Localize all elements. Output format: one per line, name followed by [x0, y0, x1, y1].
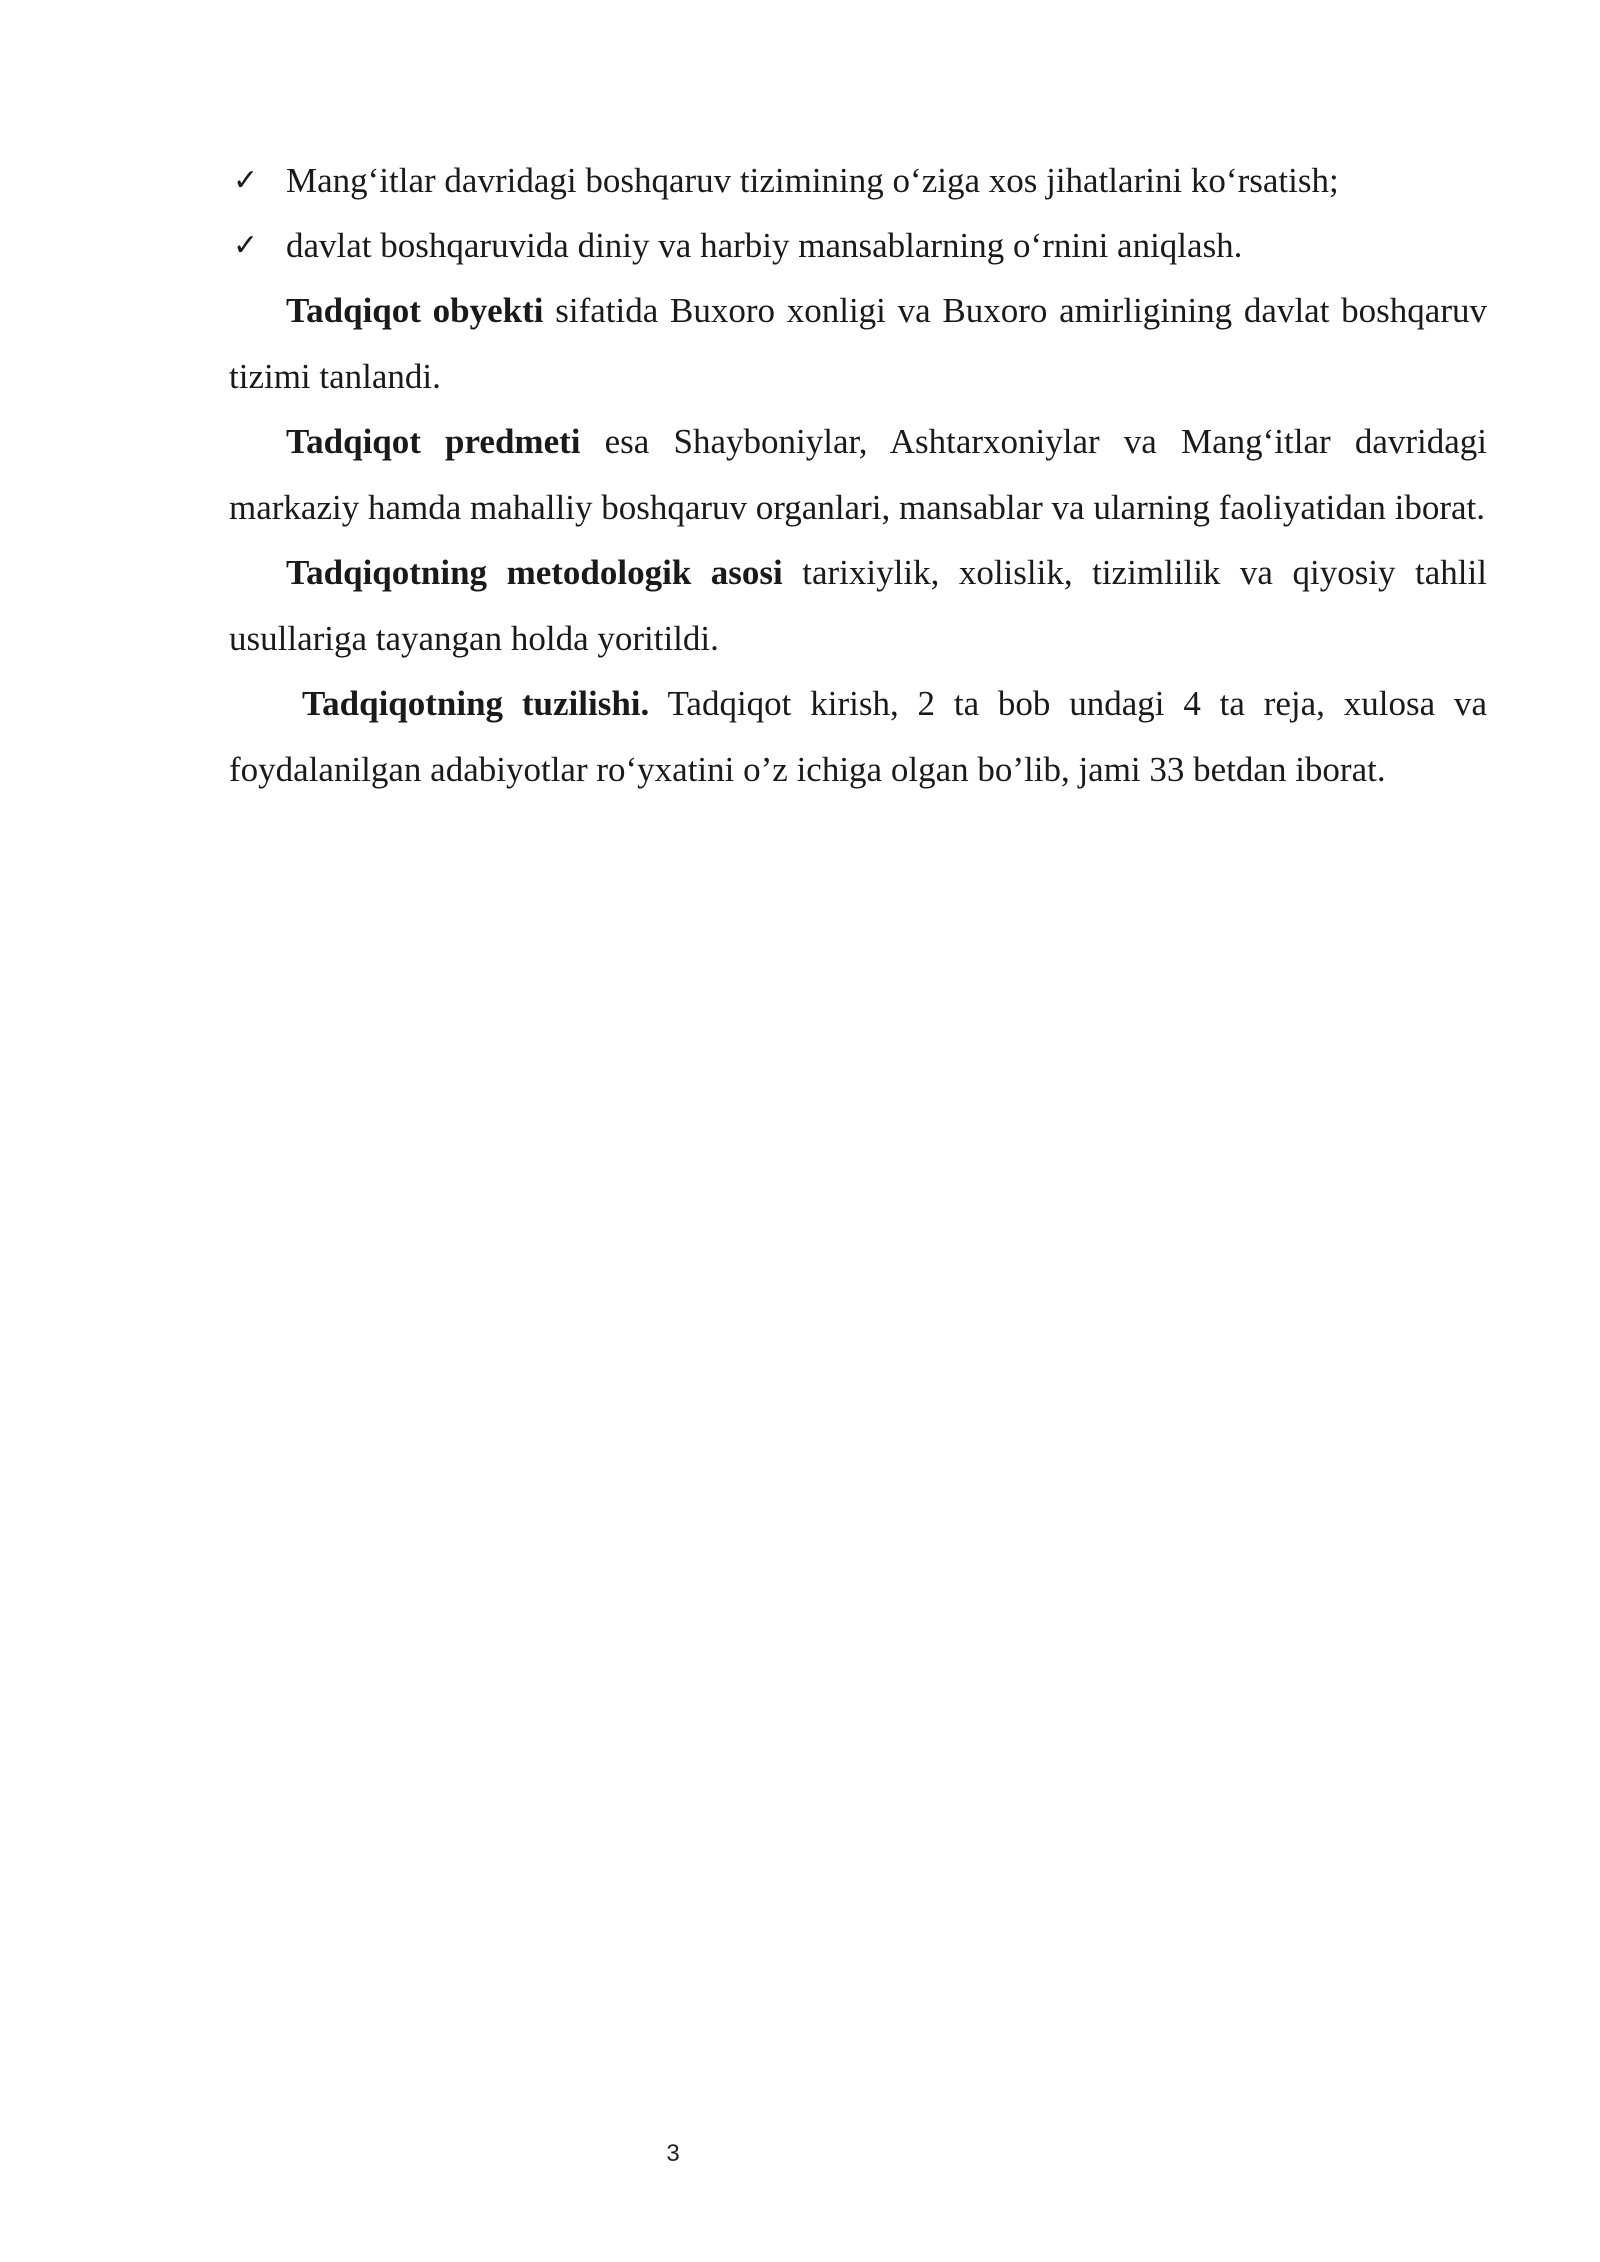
paragraph-research-object	[229, 278, 1487, 409]
paragraph-body: tarixiylik, xolislik, tizimlilik va qiyosiy tahlil usullariga tayangan holda yoritildi.	[229, 553, 1487, 658]
paragraph-lead: Tadqiqot predmeti	[286, 422, 581, 461]
paragraph-body: Tadqiqot kirish, 2 ta bob undagi 4 ta reja, xulosa va foydalanilgan adabiyotlar ro‘yxatini o’z ichiga olgan bo’lib, jami 33 betdan iborat.	[229, 684, 1487, 789]
paragraph-research-subject	[229, 409, 1487, 540]
list-item-text: davlat boshqaruvida diniy va harbiy mansablarning o‘rnini aniqlash.	[286, 226, 1243, 265]
check-icon: ✓	[233, 228, 259, 263]
list-item	[229, 213, 1487, 278]
page-number: 3	[666, 2140, 680, 2167]
paragraph-structure	[229, 671, 1487, 802]
paragraph-lead: Tadqiqot obyekti	[286, 291, 544, 330]
list-item-text: Mang‘itlar davridagi boshqaruv tizimining o‘ziga xos jihatlarini ko‘rsatish;	[286, 161, 1339, 200]
paragraph-body: sifatida Buxoro xonligi va Buxoro amirligining davlat boshqaruv tizimi tanlandi.	[229, 291, 1487, 396]
paragraph-lead: Tadqiqotning metodologik asosi	[286, 553, 783, 592]
paragraph-lead: Tadqiqotning tuzilishi.	[302, 684, 650, 723]
paragraph-body: esa Shayboniylar, Ashtarxoniylar va Mang‘itlar davridagi markaziy hamda mahalliy boshqaruv organlari, mansablar va ularning faoliyatidan iborat.	[229, 422, 1487, 527]
document-page	[229, 148, 1487, 802]
list-item	[229, 148, 1487, 213]
paragraph-methodology	[229, 540, 1487, 671]
check-icon: ✓	[233, 163, 259, 198]
